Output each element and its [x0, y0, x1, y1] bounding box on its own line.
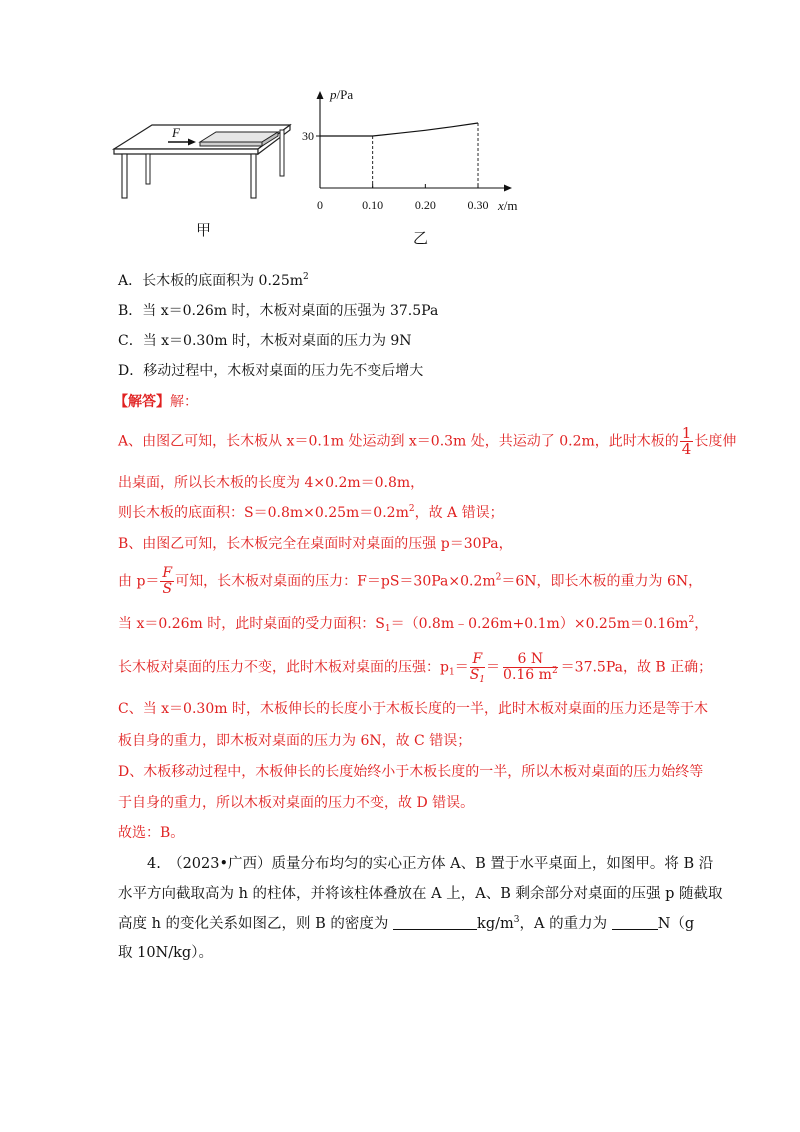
x-tick-label: 0	[317, 198, 323, 212]
answer-line-12: 故选：B。	[118, 825, 185, 841]
x-tick-label: 0.10	[362, 198, 384, 212]
answer-line-2: 出桌面，所以长木板的长度为 4×0.2m＝0.8m，	[118, 475, 425, 491]
answer-line-5: 由 p＝ $\frac{F}{S}$ 可知，长木板对桌面的压力：$F=pS=30Pa\times 0.2m^2=6N$，即长木板的重力为 6N，	[118, 565, 703, 597]
answer-line-11: 于自身的重力，所以木板对桌面的压力不变，故 D 错误。	[118, 795, 475, 811]
answer-line-10: D、木板移动过程中，木板伸长的长度始终小于木板长度的一半，所以木板对桌面的压力始终等	[118, 764, 704, 780]
question-4-line-2: 水平方向截取高为 h 的柱体，并将该柱体叠放在 A 上，A、B 剩余部分对桌面的压强 p 随截取	[118, 886, 723, 902]
pressure-displacement-chart	[300, 85, 550, 220]
force-label: F	[172, 125, 180, 140]
option-c: C．当 x＝0.30m 时，木板对桌面的压力为 9N	[118, 333, 412, 349]
answer-blank-density[interactable]	[393, 915, 477, 930]
x-axis-label: x/m	[498, 198, 518, 213]
option-a: A．长木板的底面积为 $0.25m^2$	[118, 272, 309, 289]
answer-line-1: A、由图乙可知，长木板从 x＝0.1m 处运动到 x＝0.3m 处，共运动了 0.2m，此时木板的 $\frac{1}{4}$ 长度伸	[118, 424, 737, 458]
y-axis-label: p/Pa	[330, 87, 354, 102]
y-tick-label-30: 30	[302, 129, 314, 143]
table-leg	[280, 130, 284, 176]
table-leg	[122, 154, 127, 198]
answer-line-3: 则长木板的底面积：$S=0.8m\times 0.25m=0.2m^2$，故 A 错误；	[118, 504, 504, 521]
answer-blank-weight[interactable]	[612, 915, 658, 930]
answer-line-4: B、由图乙可知，长木板完全在桌面时对桌面的压强 p＝30Pa，	[118, 536, 513, 552]
answer-line-7: 长木板对桌面的压力不变，此时木板对桌面的压强：$p_1=$ $\frac{F}{S_1}$ ＝ $\frac{6 N}{0.16 m^2}$ ＝37.5Pa，故 B 正确；	[118, 651, 713, 685]
table-leg	[251, 154, 256, 198]
answer-line-8: C、当 x＝0.30m 时，木板伸长的长度小于木板长度的一半，此时木板对桌面的压力还是等于木	[118, 701, 708, 717]
table-leg	[146, 154, 150, 184]
x-tick-label: 0.20	[414, 198, 436, 212]
question-4-line-3: 高度 h 的变化关系如图乙，则 B 的密度为 $kg/m^3$，A 的重力为 N（g	[118, 915, 695, 932]
x-tick-label: 0.30	[467, 198, 489, 212]
question-4-line-1: 4. （2023•广西）质量分布均匀的实心正方体 A、B 置于水平桌面上，如图甲。将 B 沿	[147, 856, 714, 872]
question-4-line-4: 取 10N/kg）。	[118, 945, 213, 961]
figure-jia-caption: 甲	[196, 221, 212, 239]
figure-yi-caption: 乙	[413, 229, 429, 247]
pressure-curve	[320, 123, 478, 136]
table-figure-jia	[108, 115, 298, 205]
answer-header: 【解答】解：	[114, 394, 198, 410]
answer-line-9: 板自身的重力，即木板对桌面的压力为 6N，故 C 错误；	[118, 733, 472, 749]
option-b: B．当 x＝0.26m 时，木板对桌面的压强为 37.5Pa	[118, 303, 439, 319]
answer-line-6: 当 x＝0.26m 时，此时桌面的受力面积：$S_1=(0.8m﹣0.26m+0.1m)\times 0.25m=0.16m^2$，	[118, 615, 709, 634]
option-d: D．移动过程中，木板对桌面的压力先不变后增大	[118, 363, 424, 379]
